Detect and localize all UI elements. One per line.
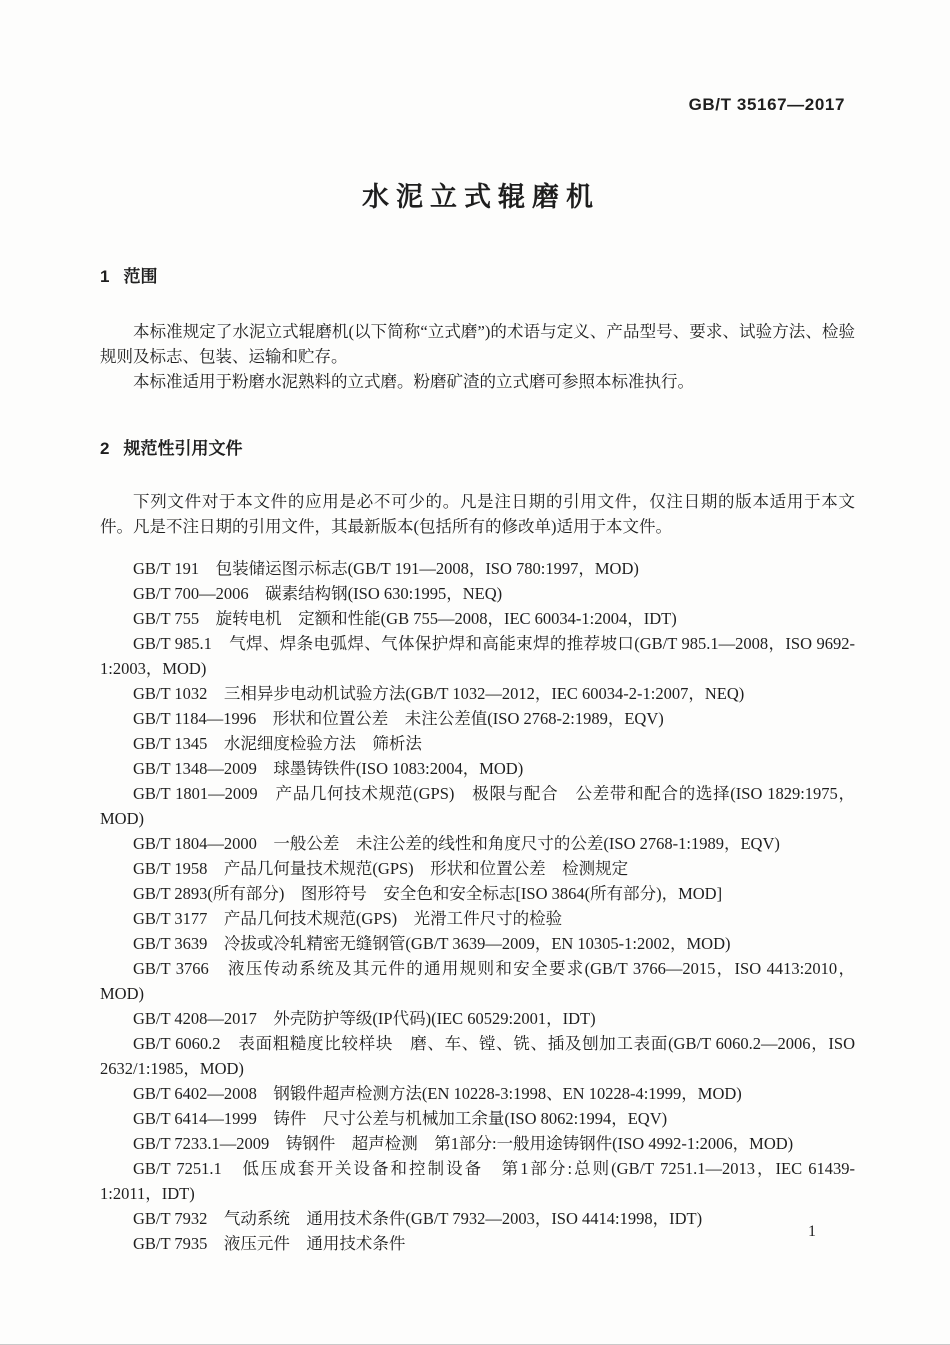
document-title: 水泥立式辊磨机: [362, 182, 600, 212]
reference-item: GB/T 985.1 气焊、焊条电弧焊、气体保护焊和高能束焊的推荐坡口(GB/T 985.1—2008，ISO 9692-1:2003，MOD): [100, 634, 855, 678]
reference-item: GB/T 700—2006 碳素结构钢(ISO 630:1995，NEQ): [133, 584, 503, 603]
reference-item: GB/T 3177 产品几何技术规范(GPS) 光滑工件尺寸的检验: [133, 909, 563, 928]
reference-item: GB/T 2893(所有部分) 图形符号 安全色和安全标志[ISO 3864(所有部分)，MOD]: [133, 884, 723, 903]
reference-item: GB/T 7932 气动系统 通用技术条件(GB/T 7932—2003，ISO 4414:1998，IDT): [133, 1209, 703, 1228]
section-2-heading: [100, 434, 855, 459]
standard-number: GB/T 35167—2017: [688, 95, 845, 114]
reference-item: GB/T 7935 液压元件 通用技术条件: [133, 1234, 406, 1253]
references-list: [100, 556, 855, 1256]
reference-item: GB/T 755 旋转电机 定额和性能(GB 755—2008，IEC 60034-1:2004，IDT): [133, 609, 677, 628]
scope-paragraph-1: 本标准规定了水泥立式辊磨机(以下简称“立式磨”)的术语与定义、产品型号、要求、试验方法、检验规则及标志、包装、运输和贮存。: [100, 322, 855, 366]
reference-item: GB/T 1804—2000 一般公差 未注公差的线性和角度尺寸的公差(ISO 2768-1:1989，EQV): [133, 834, 780, 853]
reference-item: GB/T 1801—2009 产品几何技术规范(GPS) 极限与配合 公差带和配合的选择(ISO 1829:1975，MOD): [100, 784, 855, 828]
reference-item: GB/T 6414—1999 铸件 尺寸公差与机械加工余量(ISO 8062:1994，EQV): [133, 1109, 668, 1128]
reference-item: GB/T 3766 液压传动系统及其元件的通用规则和安全要求(GB/T 3766—2015，ISO 4413:2010，MOD): [100, 959, 855, 1003]
section-2-title: 规范性引用文件: [123, 439, 243, 458]
section-1-number: 1: [100, 267, 110, 286]
reference-item: GB/T 7251.1 低压成套开关设备和控制设备 第1部分:总则(GB/T 7251.1—2013，IEC 61439-1:2011，IDT): [100, 1159, 855, 1203]
page-number: 1: [808, 1223, 816, 1240]
section-2-number: 2: [100, 439, 110, 458]
reference-item: GB/T 1184—1996 形状和位置公差 未注公差值(ISO 2768-2:1989，EQV): [133, 709, 664, 728]
page-content: [0, 95, 950, 1256]
scope-paragraph-2: 本标准适用于粉磨水泥熟料的立式磨。粉磨矿渣的立式磨可参照本标准执行。: [133, 372, 694, 391]
references-intro: 下列文件对于本文件的应用是必不可少的。凡是注日期的引用文件，仅注日期的版本适用于本文件。凡是不注日期的引用文件，其最新版本(包括所有的修改单)适用于本文件。: [100, 492, 855, 536]
reference-item: GB/T 4208—2017 外壳防护等级(IP代码)(IEC 60529:2001，IDT): [133, 1009, 596, 1028]
reference-item: GB/T 7233.1—2009 铸钢件 超声检测 第1部分:一般用途铸钢件(ISO 4992-1:2006，MOD): [133, 1134, 794, 1153]
reference-item: GB/T 6060.2 表面粗糙度比较样块 磨、车、镗、铣、插及刨加工表面(GB/T 6060.2—2006，ISO 2632/1:1985，MOD): [100, 1034, 855, 1078]
reference-item: GB/T 1348—2009 球墨铸铁件(ISO 1083:2004，MOD): [133, 759, 524, 778]
section-1-title: 范围: [123, 267, 158, 286]
reference-item: GB/T 6402—2008 钢锻件超声检测方法(EN 10228-3:1998、EN 10228-4:1999，MOD): [133, 1084, 742, 1103]
reference-item: GB/T 3639 冷拔或冷轧精密无缝钢管(GB/T 3639—2009，EN 10305-1:2002，MOD): [133, 934, 731, 953]
reference-item: GB/T 191 包装储运图示标志(GB/T 191—2008，ISO 780:1997，MOD): [133, 559, 639, 578]
reference-item: GB/T 1958 产品几何量技术规范(GPS) 形状和位置公差 检测规定: [133, 859, 629, 878]
reference-item: GB/T 1032 三相异步电动机试验方法(GB/T 1032—2012，IEC 60034-2-1:2007，NEQ): [133, 684, 745, 703]
section-1-heading: [100, 262, 855, 287]
reference-item: GB/T 1345 水泥细度检验方法 筛析法: [133, 734, 422, 753]
